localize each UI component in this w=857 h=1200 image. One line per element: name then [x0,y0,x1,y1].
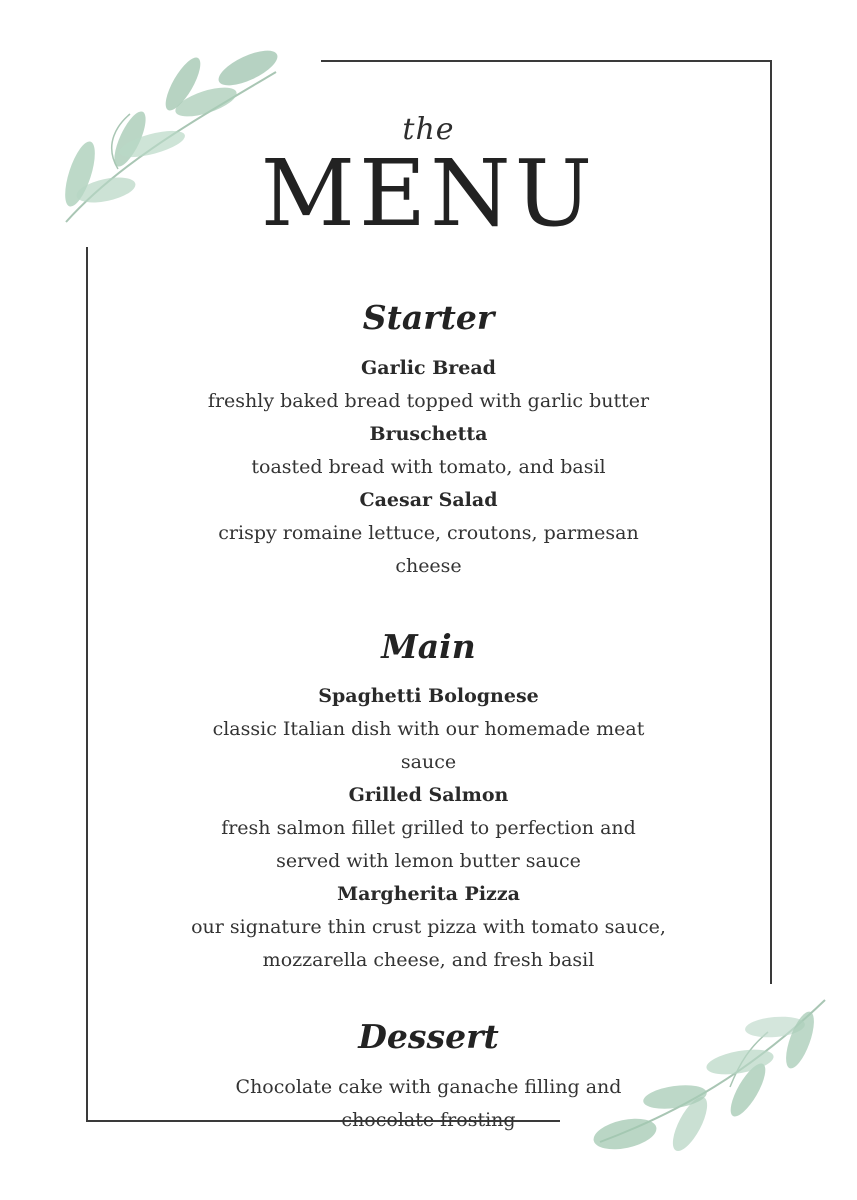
item-name: Spaghetti Bolognese [318,685,539,708]
item-description: crispy romaine lettuce, croutons, parmesan cheese [218,521,639,577]
item-description: classic Italian dish with our homemade meat sauce [212,718,645,774]
item-name: Garlic Bread [361,356,496,379]
section-dessert [0,1017,857,1137]
item-name: Bruschetta [369,422,488,445]
menu-subtitle: the [402,112,455,147]
item-name: Caesar Salad [359,488,498,511]
item-name: Grilled Salmon [348,784,509,807]
menu-content [0,298,857,1181]
menu-title: MENU [260,140,597,247]
item-description: fresh salmon fillet grilled to perfection and served with lemon butter sauce [221,817,636,873]
section-title-dessert: Dessert [358,1017,499,1057]
item-description: our signature thin crust pizza with tomato sauce, mozzarella cheese, and fresh basil [191,916,666,972]
item-name: Margherita Pizza [337,883,520,906]
section-title-starter: Starter [362,298,495,337]
section-starter [0,298,857,583]
item-description: freshly baked bread topped with garlic butter [207,389,650,412]
section-main [0,627,857,978]
frame-top-line [321,60,772,62]
item-description: toasted bread with tomato, and basil [251,455,606,478]
section-title-main: Main [381,626,476,666]
item-description: Chocolate cake with ganache filling and chocolate frosting [235,1075,622,1131]
